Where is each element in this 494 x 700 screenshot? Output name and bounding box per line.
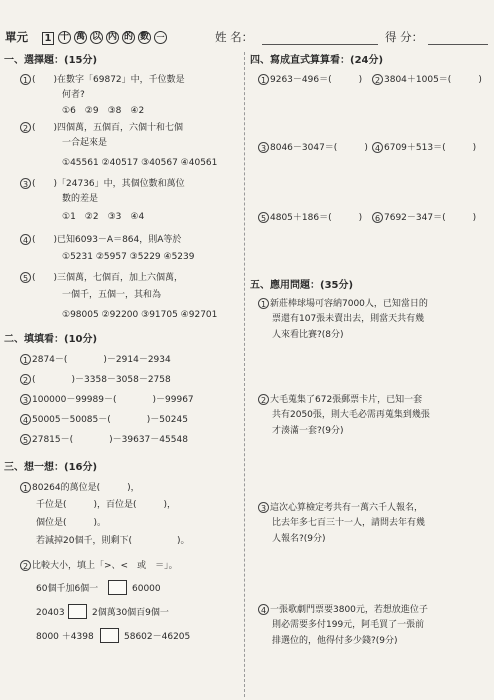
calc-5: 5 4805＋186＝( ) (258, 212, 362, 224)
title-char-5: 的 (123, 32, 133, 42)
calc-6-number: 6 (372, 212, 383, 223)
calc-6: 6 7692－347＝( ) (372, 212, 476, 224)
think-1-line1: 1 80264的萬位是( )， (20, 482, 140, 494)
score-label: 得 分： (385, 30, 424, 44)
q4-line1: 4 ( )已知6093－A＝864，則A等於 (20, 234, 181, 246)
think-1-line2: 千位是( )，百位是( )， (36, 500, 177, 510)
q2-options: ①45561 ②40517 ③40567 ④40561 (62, 158, 218, 168)
fill-3: 3 100000－99989－( )－99967 (20, 394, 194, 406)
calc-3: 3 8046－3047＝( ) (258, 142, 368, 154)
q3-line2: 數的差是 (62, 194, 99, 204)
compare-c-box[interactable] (100, 628, 119, 643)
calc-1: 1 9263－496＝( ) (258, 74, 362, 86)
think-2-number: 2 (20, 560, 31, 571)
app-3-line2: 比去年多七百三十一人，請問去年有幾 (272, 518, 426, 528)
fill-4-number: 4 (20, 414, 31, 425)
app-3-line3: 人報名?(9分) (272, 534, 326, 544)
score-underline[interactable] (428, 44, 488, 45)
compare-a-right: 60000 (132, 584, 161, 594)
q1-number: 1 (20, 74, 31, 85)
app-3-number: 3 (258, 502, 269, 513)
calc-2: 2 3804＋1005＝( ) (372, 74, 482, 86)
think-1-line4: 若減掉20個千，則剩下( )。 (36, 536, 190, 546)
compare-c-left: 8000 ＋4398 (36, 632, 94, 642)
calc-2-number: 2 (372, 74, 383, 85)
q1-line2: 何者? (62, 90, 85, 100)
app-1-line1: 1 新莊棒球場可容納7000人，已知當日的 (258, 298, 428, 310)
title-char-3: 以 (91, 32, 101, 42)
app-1-line3: 人來看比賽?(8分) (272, 330, 344, 340)
q3-options: ①1 ②2 ③3 ④4 (62, 212, 145, 222)
fill-3-number: 3 (20, 394, 31, 405)
think-2-line1: 2 比較大小，填上「>、< 或 ＝」。 (20, 560, 178, 572)
app-2-line1: 2 大毛蒐集了672張郵票卡片，已知一套 (258, 394, 422, 406)
think-1-number: 1 (20, 482, 31, 493)
app-3-line1: 3 這次心算檢定考共有一萬六千人報名， (258, 502, 423, 514)
unit-number: 1 (42, 32, 54, 45)
title-char-6: 數 (139, 32, 149, 42)
calc-4-number: 4 (372, 142, 383, 153)
calc-4: 4 6709＋513＝( ) (372, 142, 476, 154)
fill-4: 4 50005－50085－( )－50245 (20, 414, 188, 426)
q5-line1: 5 ( )三個萬，七個百，加上六個萬， (20, 272, 183, 284)
app-4-line3: 排選位的，他得付多少錢?(9分) (272, 636, 398, 646)
section-2-title: 二、填填看：(10分) (4, 334, 98, 345)
app-1-number: 1 (258, 298, 269, 309)
name-underline[interactable] (262, 44, 378, 45)
compare-a-box[interactable] (108, 580, 127, 595)
q3-number: 3 (20, 178, 31, 189)
section-5-title: 五、應用問題：(35分) (250, 280, 354, 291)
fill-1: 1 2874－( )－2914－2934 (20, 354, 171, 366)
q4-number: 4 (20, 234, 31, 245)
app-4-line2: 則必需要多付199元，阿毛買了一張前 (272, 620, 425, 630)
calc-5-number: 5 (258, 212, 269, 223)
think-1-line3: 個位是( )。 (36, 518, 107, 528)
q5-line2: 一個千，五個一，其和為 (62, 290, 162, 300)
app-1-line2: 票還有107張未賣出去，則當天共有幾 (272, 314, 425, 324)
fill-5-number: 5 (20, 434, 31, 445)
q3-line1: 3 ( )「24736」中，其個位數和萬位 (20, 178, 185, 190)
q2-line2: 一合起來是 (62, 138, 108, 148)
section-3-title: 三、想一想：(16分) (4, 462, 98, 473)
app-4-line1: 4 一張歌劇門票要3800元，若想放進位子 (258, 604, 428, 616)
app-2-number: 2 (258, 394, 269, 405)
unit-label: 單元 (5, 30, 28, 44)
compare-b-right: 2個萬30個百9個一 (92, 608, 169, 618)
name-label: 姓 名： (215, 30, 254, 44)
q1-options: ①6 ②9 ③8 ④2 (62, 106, 145, 116)
app-2-line2: 共有2050張，則大毛必需再蒐集到幾張 (272, 410, 430, 420)
calc-1-number: 1 (258, 74, 269, 85)
column-divider (244, 52, 245, 697)
q4-options: ①5231 ②5957 ③5229 ④5239 (62, 252, 195, 262)
section-4-title: 四、寫成直式算算看：(24分) (250, 55, 384, 66)
fill-2-number: 2 (20, 374, 31, 385)
section-1-title: 一、選擇題：(15分) (4, 55, 98, 66)
q1-line1: 1 ( )在數字「69872」中，千位數是 (20, 74, 185, 86)
app-2-line3: 才湊滿一套?(9分) (272, 426, 344, 436)
q2-number: 2 (20, 122, 31, 133)
fill-1-number: 1 (20, 354, 31, 365)
q2-line1: 2 ( )四個萬，五個百，六個十和七個 (20, 122, 183, 134)
fill-2: 2 ( )－3358－3058－2758 (20, 374, 171, 386)
fill-5: 5 27815－( )－39637－45548 (20, 434, 188, 446)
q5-number: 5 (20, 272, 31, 283)
app-4-number: 4 (258, 604, 269, 615)
title-char-4: 內 (107, 32, 117, 42)
title-char-2: 萬 (75, 32, 85, 42)
compare-b-box[interactable] (68, 604, 87, 619)
compare-c-right: 58602－46205 (124, 632, 191, 642)
title-char-1: 十 (59, 32, 69, 42)
q5-options: ①98005 ②92200 ③91705 ④92701 (62, 310, 218, 320)
compare-b-left: 20403 (36, 608, 65, 618)
compare-a-left: 60個千加6個一 (36, 584, 99, 594)
title-char-7: 一 (154, 31, 167, 44)
calc-3-number: 3 (258, 142, 269, 153)
